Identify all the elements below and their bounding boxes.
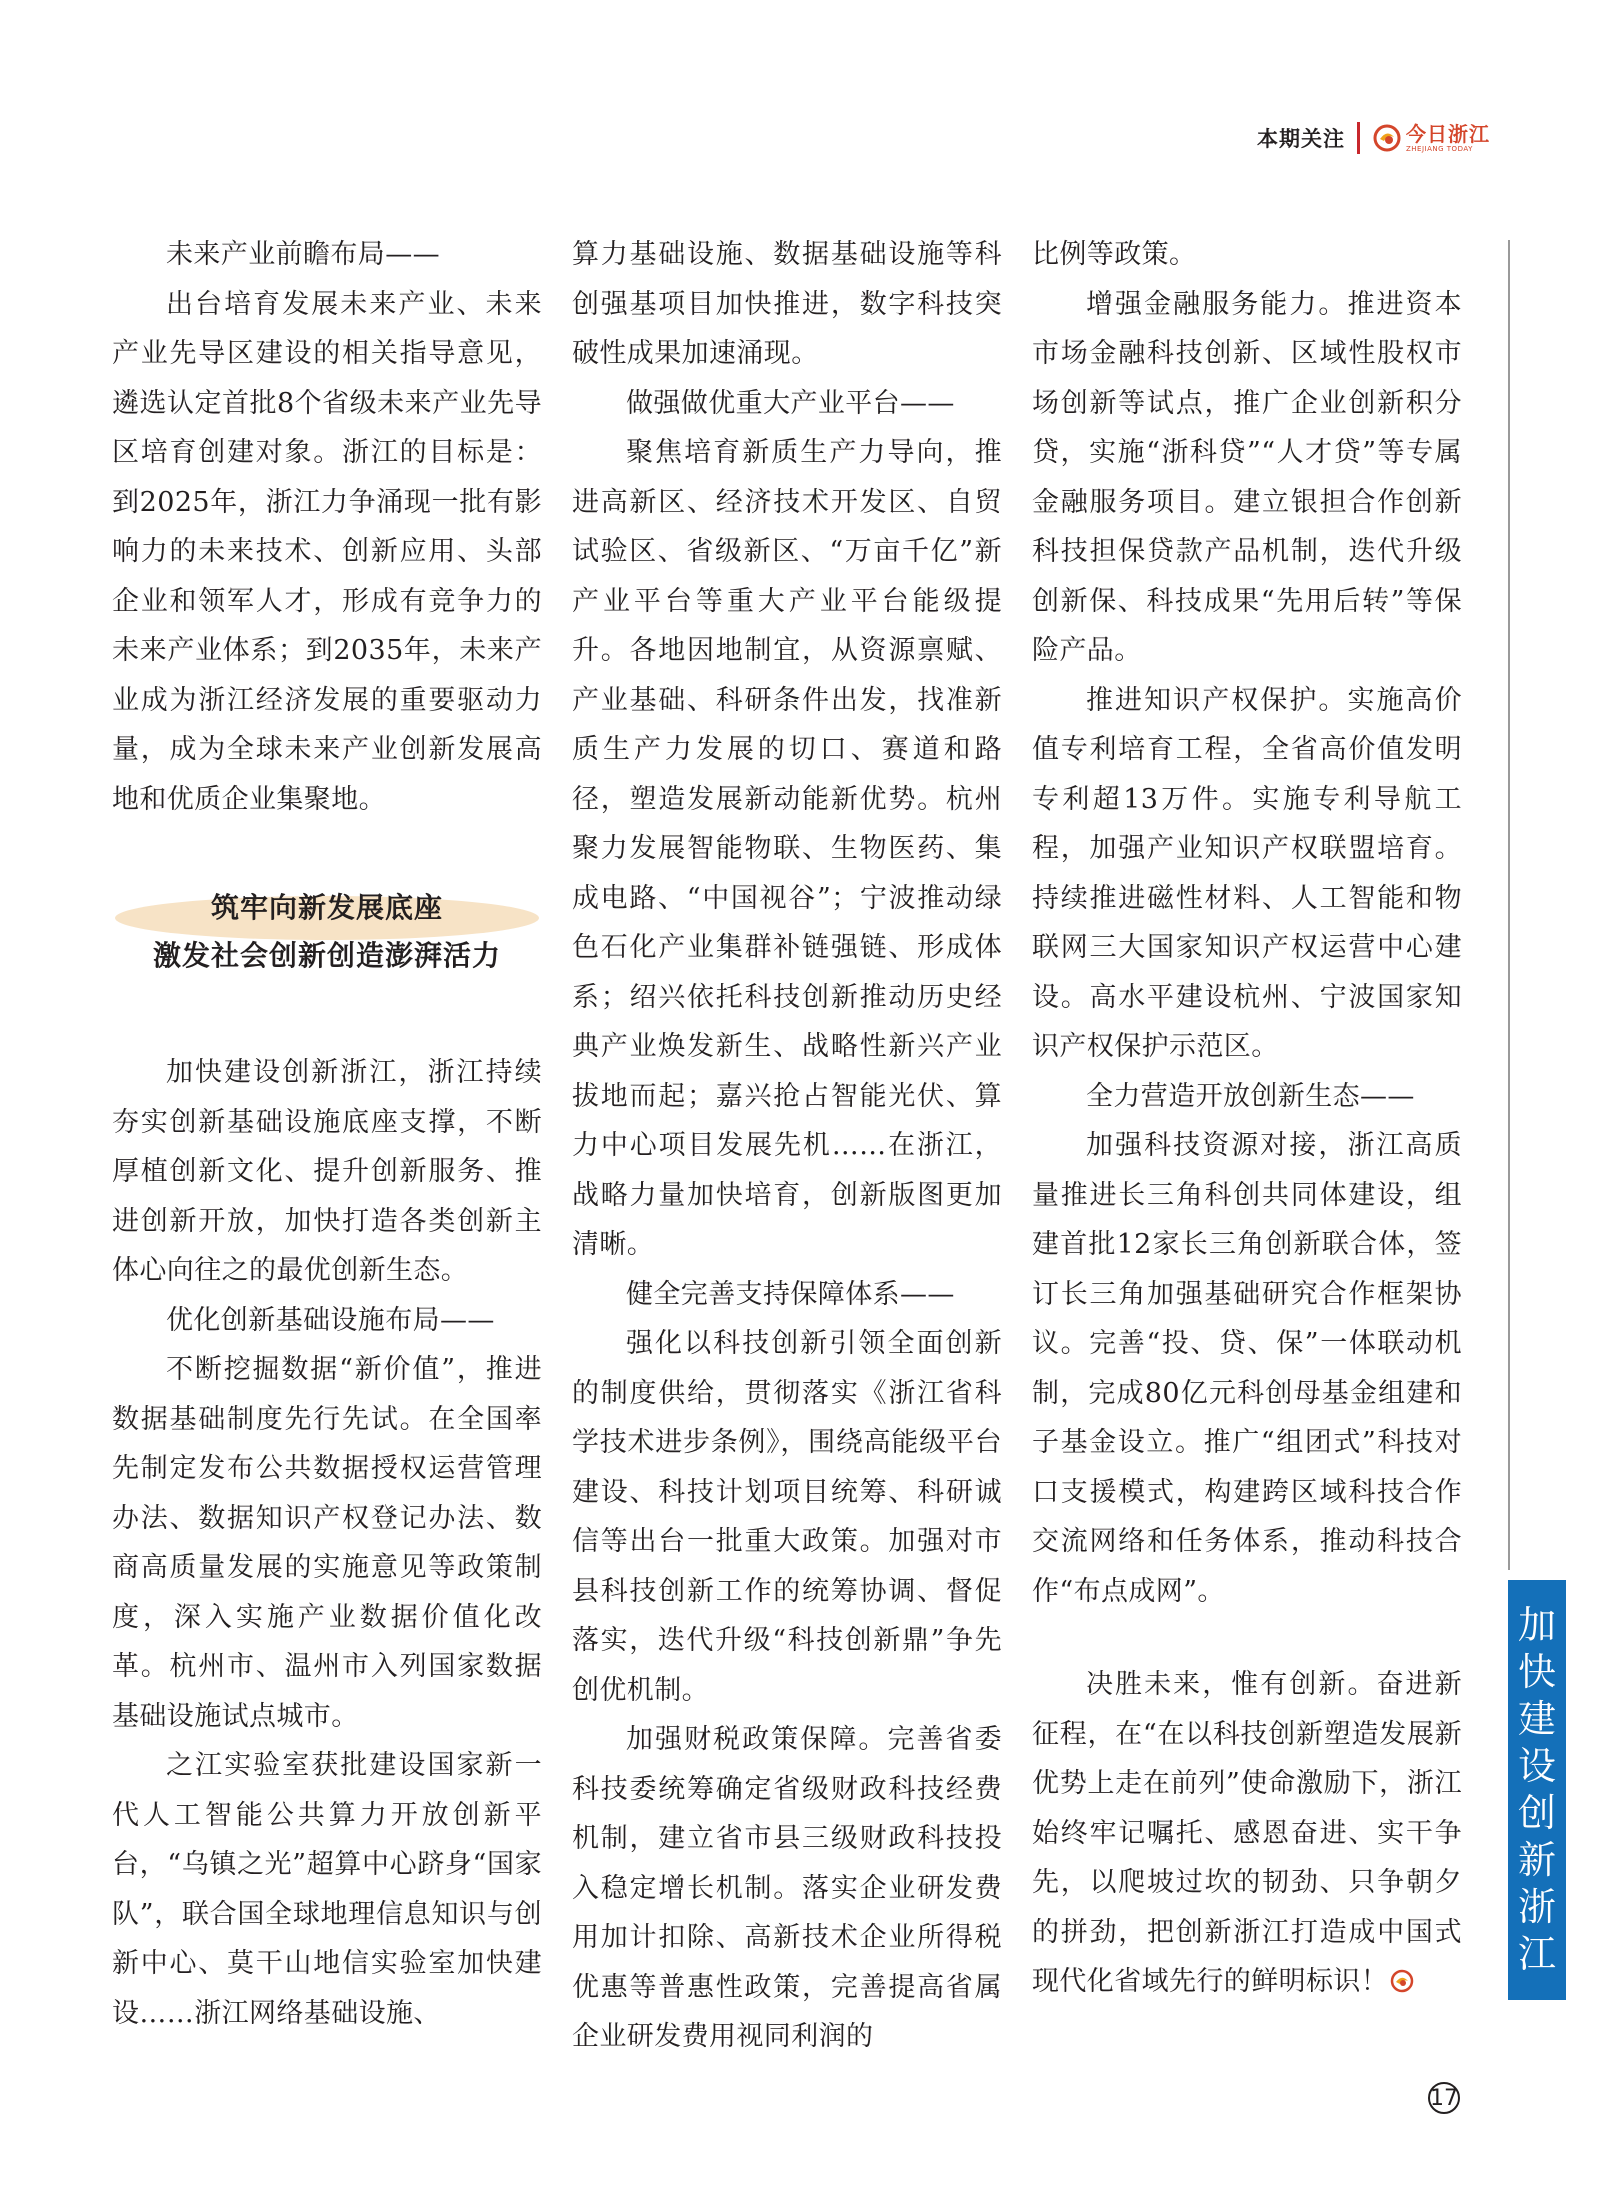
paragraph: 增强金融服务能力。推进资本市场金融科技创新、区域性股权市场创新等试点，推广企业创新积分贷，实施“浙科贷”“人才贷”等专属金融服务项目。建立银担合作创新科技担保贷款产品机制，迭代升级创新保、科技成果“先用后转”等保险产品。 [1032, 288, 1462, 666]
logo-text-cn: 今日浙江 [1406, 121, 1490, 146]
article-column-2 [572, 230, 1002, 2062]
section-side-tab [1508, 1580, 1566, 2000]
side-tab-char: 江 [1517, 1932, 1556, 1976]
article-column-1 [112, 230, 542, 2038]
paragraph-gap [1032, 1616, 1462, 1660]
paragraph: 加快建设创新浙江，浙江持续夯实创新基础设施底座支撑，不断厚植创新文化、提升创新服务、推进创新开放，加快打造各类创新主体心向往之的最优创新生态。 [112, 1057, 542, 1286]
paragraph: 出台培育发展未来产业、未来产业先导区建设的相关指导意见，遴选认定首批8个省级未来产业先导区培育创建对象。浙江的目标是：到2025年，浙江力争涌现一批有影响力的未来技术、创新应用、头部企业和领军人才，形成有竞争力的未来产业体系；到2035年，未来产业成为浙江经济发展的重要驱动力量，成为全球未来产业创新发展高地和优质企业集聚地。 [112, 288, 542, 815]
paragraph: 不断挖掘数据“新价值”，推进数据基础制度先行先试。在全国率先制定发布公共数据授权运营管理办法、数据知识产权登记办法、数商高质量发展的实施意见等政策制度，深入实施产业数据价值化改革。杭州市、温州市入列国家数据基础设施试点城市。 [112, 1354, 542, 1732]
paragraph: 算力基础设施、数据基础设施等科创强基项目加快推进，数字科技突破性成果加速涌现。 [572, 239, 1002, 369]
closing-paragraph [1032, 1660, 1462, 2007]
paragraph: 强化以科技创新引领全面创新的制度供给，贯彻落实《浙江省科学技术进步条例》，围绕高能级平台建设、科技计划项目统筹、科研诚信等出台一批重大政策。加强对市县科技创新工作的统筹协调、督促落实，迭代升级“科技创新鼎”争先创优机制。 [572, 1328, 1002, 1706]
side-tab-char: 建 [1517, 1697, 1556, 1741]
side-tab-char: 创 [1517, 1791, 1556, 1835]
end-mark-icon [1390, 1969, 1414, 1993]
paragraph: 加强科技资源对接，浙江高质量推进长三角科创共同体建设，组建首批12家长三角创新联合体，签订长三角加强基础研究合作框架协议。完善“投、贷、保”一体联动机制，完成80亿元科创母基金组建和子基金设立。推广“组团式”科技对口支援模式，构建跨区域科技合作交流网络和任务体系，推动科技合作“布点成网”。 [1032, 1130, 1462, 1607]
paragraph: 加强财税政策保障。完善省委科技委统筹确定省级财政科技经费机制，建立省市县三级财政科技投入稳定增长机制。落实企业研发费用加计扣除、高新技术企业所得税优惠等普惠性政策，完善提高省属企业研发费用视同利润的 [572, 1724, 1002, 2052]
article-column-3 [1032, 230, 1462, 2007]
subheading-infrastructure: 优化创新基础设施布局—— [166, 1304, 495, 1336]
subheading-open-ecosystem: 全力营造开放创新生态—— [1086, 1080, 1415, 1112]
section-heading-line-1: 筑牢向新发展底座 [210, 891, 443, 924]
section-heading-line-2: 激发社会创新创造澎湃活力 [152, 939, 501, 972]
side-tab-char: 加 [1517, 1603, 1556, 1647]
magazine-logo [1372, 123, 1490, 153]
side-tab-char: 新 [1517, 1838, 1556, 1882]
logo-swirl-icon [1372, 123, 1402, 153]
subheading-future-industry: 未来产业前瞻布局—— [166, 239, 440, 270]
section-heading [112, 884, 542, 980]
header-divider [1357, 122, 1360, 154]
page-number: 17 [1428, 2082, 1460, 2114]
subheading-industry-platform: 做强做优重大产业平台—— [626, 387, 955, 419]
side-tab-char: 快 [1517, 1650, 1556, 1694]
closing-text: 决胜未来，惟有创新。奋进新征程，在“在以科技创新塑造发展新优势上走在前列”使命激励下，浙江始终牢记嘱托、感恩奋进、实干争先，以爬坡过坎的韧劲、只争朝夕的拼劲，把创新浙江打造成中国式现代化省域先行的鲜明标识！ [1032, 1669, 1462, 1997]
side-vertical-rule [1508, 240, 1510, 1570]
paragraph: 之江实验室获批建设国家新一代人工智能公共算力开放创新平台，“乌镇之光”超算中心跻身“国家队”，联合国全球地理信息知识与创新中心、莫干山地信实验室加快建设……浙江网络基础设施、 [112, 1750, 542, 2029]
column-label: 本期关注 [1257, 127, 1345, 151]
subheading-support-system: 健全完善支持保障体系—— [626, 1278, 955, 1310]
side-tab-char: 设 [1517, 1744, 1556, 1788]
paragraph: 聚焦培育新质生产力导向，推进高新区、经济技术开发区、自贸试验区、省级新区、“万亩千亿”新产业平台等重大产业平台能级提升。各地因地制宜，从资源禀赋、产业基础、科研条件出发，找准新质生产力发展的切口、赛道和路径，塑造发展新动能新优势。杭州聚力发展智能物联、生物医药、集成电路、“中国视谷”；宁波推动绿色石化产业集群补链强链、形成体系；绍兴依托科技创新推动历史经典产业焕发新生、战略性新兴产业拔地而起；嘉兴抢占智能光伏、算力中心项目发展先机……在浙江，战略力量加快培育，创新版图更加清晰。 [572, 437, 1002, 1260]
paragraph: 推进知识产权保护。实施高价值专利培育工程，全省高价值发明专利超13万件。实施专利导航工程，加强产业知识产权联盟培育。持续推进磁性材料、人工智能和物联网三大国家知识产权运营中心建设。高水平建设杭州、宁波国家知识产权保护示范区。 [1032, 684, 1462, 1062]
paragraph: 比例等政策。 [1032, 239, 1197, 270]
side-tab-char: 浙 [1517, 1885, 1556, 1929]
logo-text-en: ZHEJIANG TODAY [1406, 144, 1473, 153]
page-header [1257, 118, 1490, 158]
